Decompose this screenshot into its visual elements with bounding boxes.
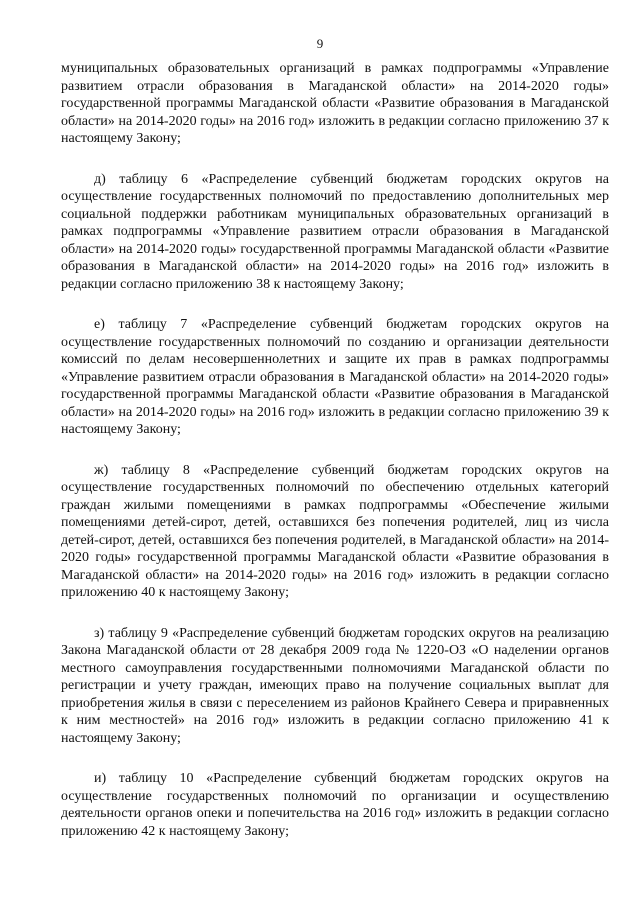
paragraph-item-d: д) таблицу 6 «Распределение субвенций бюджетам городских округов на осуществление государственных полномочий по предоставлению дополнительных мер социальной поддержки работникам муниципальных образовательных организаций в рамках подпрограммы «Управление развитием отрасли образования в Магаданской области» на 2014-2020 годы» государственной программы Магаданской области «Развитие образования в Магаданской области» на 2014-2020 годы» на 2016 год» изложить в редакции согласно приложению 38 к настоящему Закону; [61, 171, 609, 292]
paragraph-item-i: и) таблицу 10 «Распределение субвенций бюджетам городских округов на осуществление государственных полномочий по организации и осуществлению деятельности органов опеки и попечительства на 2016 год» изложить в редакции согласно приложению 42 к настоящему Закону; [61, 771, 609, 839]
paragraph-item-z: з) таблицу 9 «Распределение субвенций бюджетам городских округов на реализацию Закона Магаданской области от 28 декабря 2009 года № 1220-ОЗ «О наделении органов местного самоуправления государственными полномочиями Магаданской области по регистрации и учету граждан, имеющих право на получение социальных выплат для приобретения жилья в связи с переселением из районов Крайнего Севера и приравненных к ним местностей» на 2016 год» изложить в редакции согласно приложению 41 к настоящему Закону; [61, 625, 609, 746]
page-number: 9 [316, 36, 324, 51]
paragraph-continuation: муниципальных образовательных организаций в рамках подпрограммы «Управление развитием отрасли образования в Магаданской области» на 2014-2020 годы» государственной программы Магаданской области «Развитие образования в Магаданской области» на 2014-2020 годы» на 2016 год» изложить в редакции согласно приложению 37 к настоящему Закону; [61, 61, 609, 146]
paragraph-item-zh: ж) таблицу 8 «Распределение субвенций бюджетам городских округов на осуществление государственных полномочий по обеспечению отдельных категорий граждан жилыми помещениями в рамках подпрограммы «Обеспечение жилыми помещениями детей-сирот, детей, оставшихся без попечения родителей, лиц из числа детей-сирот, детей, оставшихся без попечения родителей, в Магаданской области» на 2014-2020 годы» государственной программы Магаданской области «Развитие образования в Магаданской области» на 2014-2020 годы» на 2016 год» изложить в редакции согласно приложению 40 к настоящему Закону; [61, 462, 609, 600]
paragraph-item-e: е) таблицу 7 «Распределение субвенций бюджетам городских округов на осуществление государственных полномочий по созданию и организации деятельности комиссий по делам несовершеннолетних и защите их прав в рамках подпрограммы «Управление развитием отрасли образования в Магаданской области» на 2014-2020 годы» государственной программы Магаданской области «Развитие образования в Магаданской области» на 2014-2020 годы» на 2016 год» изложить в редакции согласно приложению 39 к настоящему Закону; [61, 317, 609, 437]
document-body [61, 60, 609, 840]
